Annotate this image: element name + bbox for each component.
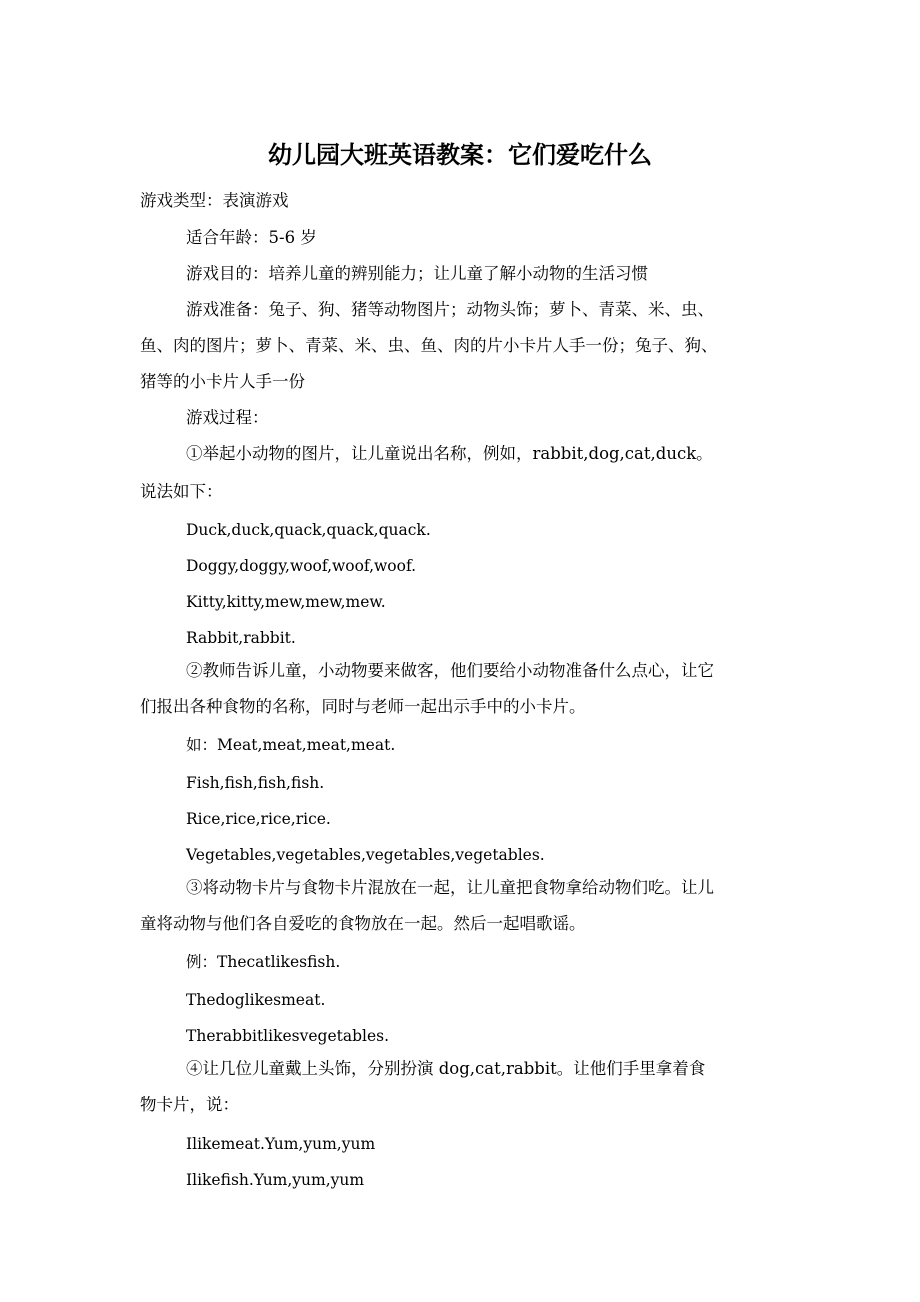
line-food-rice: Rice,rice,rice,rice.: [186, 810, 331, 828]
line-song-cat: 例：Thecatlikesfish.: [186, 953, 341, 971]
line-game-preparation: 游戏准备：兔子、狗、猪等动物图片；动物头饰；萝卜、青菜、米、虫、: [186, 300, 714, 319]
line-step-1: ①举起小动物的图片，让儿童说出名称，例如，rabbit,dog,cat,duck。: [186, 444, 713, 463]
line-food-meat: 如：Meat,meat,meat,meat.: [186, 736, 396, 754]
line-step-2: ②教师告诉儿童，小动物要来做客，他们要给小动物准备什么点心，让它: [186, 661, 714, 680]
line-game-type: 游戏类型：表演游戏: [140, 191, 289, 210]
line-game-preparation-cont: 鱼、肉的图片；萝卜、青菜、米、虫、鱼、肉的片小卡片人手一份；兔子、狗、: [140, 336, 718, 355]
line-game-preparation-end: 猪等的小卡片人手一份: [140, 372, 305, 391]
line-step-2-cont: 们报出各种食物的名称，同时与老师一起出示手中的小卡片。: [140, 697, 586, 716]
line-chant-doggy: Doggy,doggy,woof,woof,woof.: [186, 557, 417, 575]
line-food-fish: Fish,fish,fish,fish.: [186, 774, 325, 792]
line-food-vegetables: Vegetables,vegetables,vegetables,vegetables.: [186, 846, 545, 864]
line-step-4-cont: 物卡片，说：: [140, 1095, 239, 1114]
document-title: 幼儿园大班英语教案：它们爱吃什么: [268, 140, 652, 169]
line-game-purpose: 游戏目的：培养儿童的辨别能力；让儿童了解小动物的生活习惯: [186, 264, 648, 283]
line-chant-duck: Duck,duck,quack,quack,quack.: [186, 521, 431, 539]
line-suitable-age: 适合年龄：5-6 岁: [186, 228, 317, 247]
line-song-rabbit: Therabbitlikesvegetables.: [186, 1027, 390, 1045]
line-step-3: ③将动物卡片与食物卡片混放在一起，让儿童把食物拿给动物们吃。让儿: [186, 878, 714, 897]
line-step-3-cont: 童将动物与他们各自爱吃的食物放在一起。然后一起唱歌谣。: [140, 914, 586, 933]
line-chant-rabbit: Rabbit,rabbit.: [186, 629, 296, 647]
line-step-4: ④让几位儿童戴上头饰，分别扮演 dog,cat,rabbit。让他们手里拿着食: [186, 1059, 706, 1078]
line-say-fish: Ilikefish.Yum,yum,yum: [186, 1171, 365, 1189]
line-step-1-cont: 说法如下：: [140, 482, 223, 501]
line-chant-kitty: Kitty,kitty,mew,mew,mew.: [186, 593, 386, 611]
line-game-process: 游戏过程：: [186, 408, 269, 427]
line-song-dog: Thedoglikesmeat.: [186, 991, 326, 1009]
line-say-meat: Ilikemeat.Yum,yum,yum: [186, 1135, 376, 1153]
